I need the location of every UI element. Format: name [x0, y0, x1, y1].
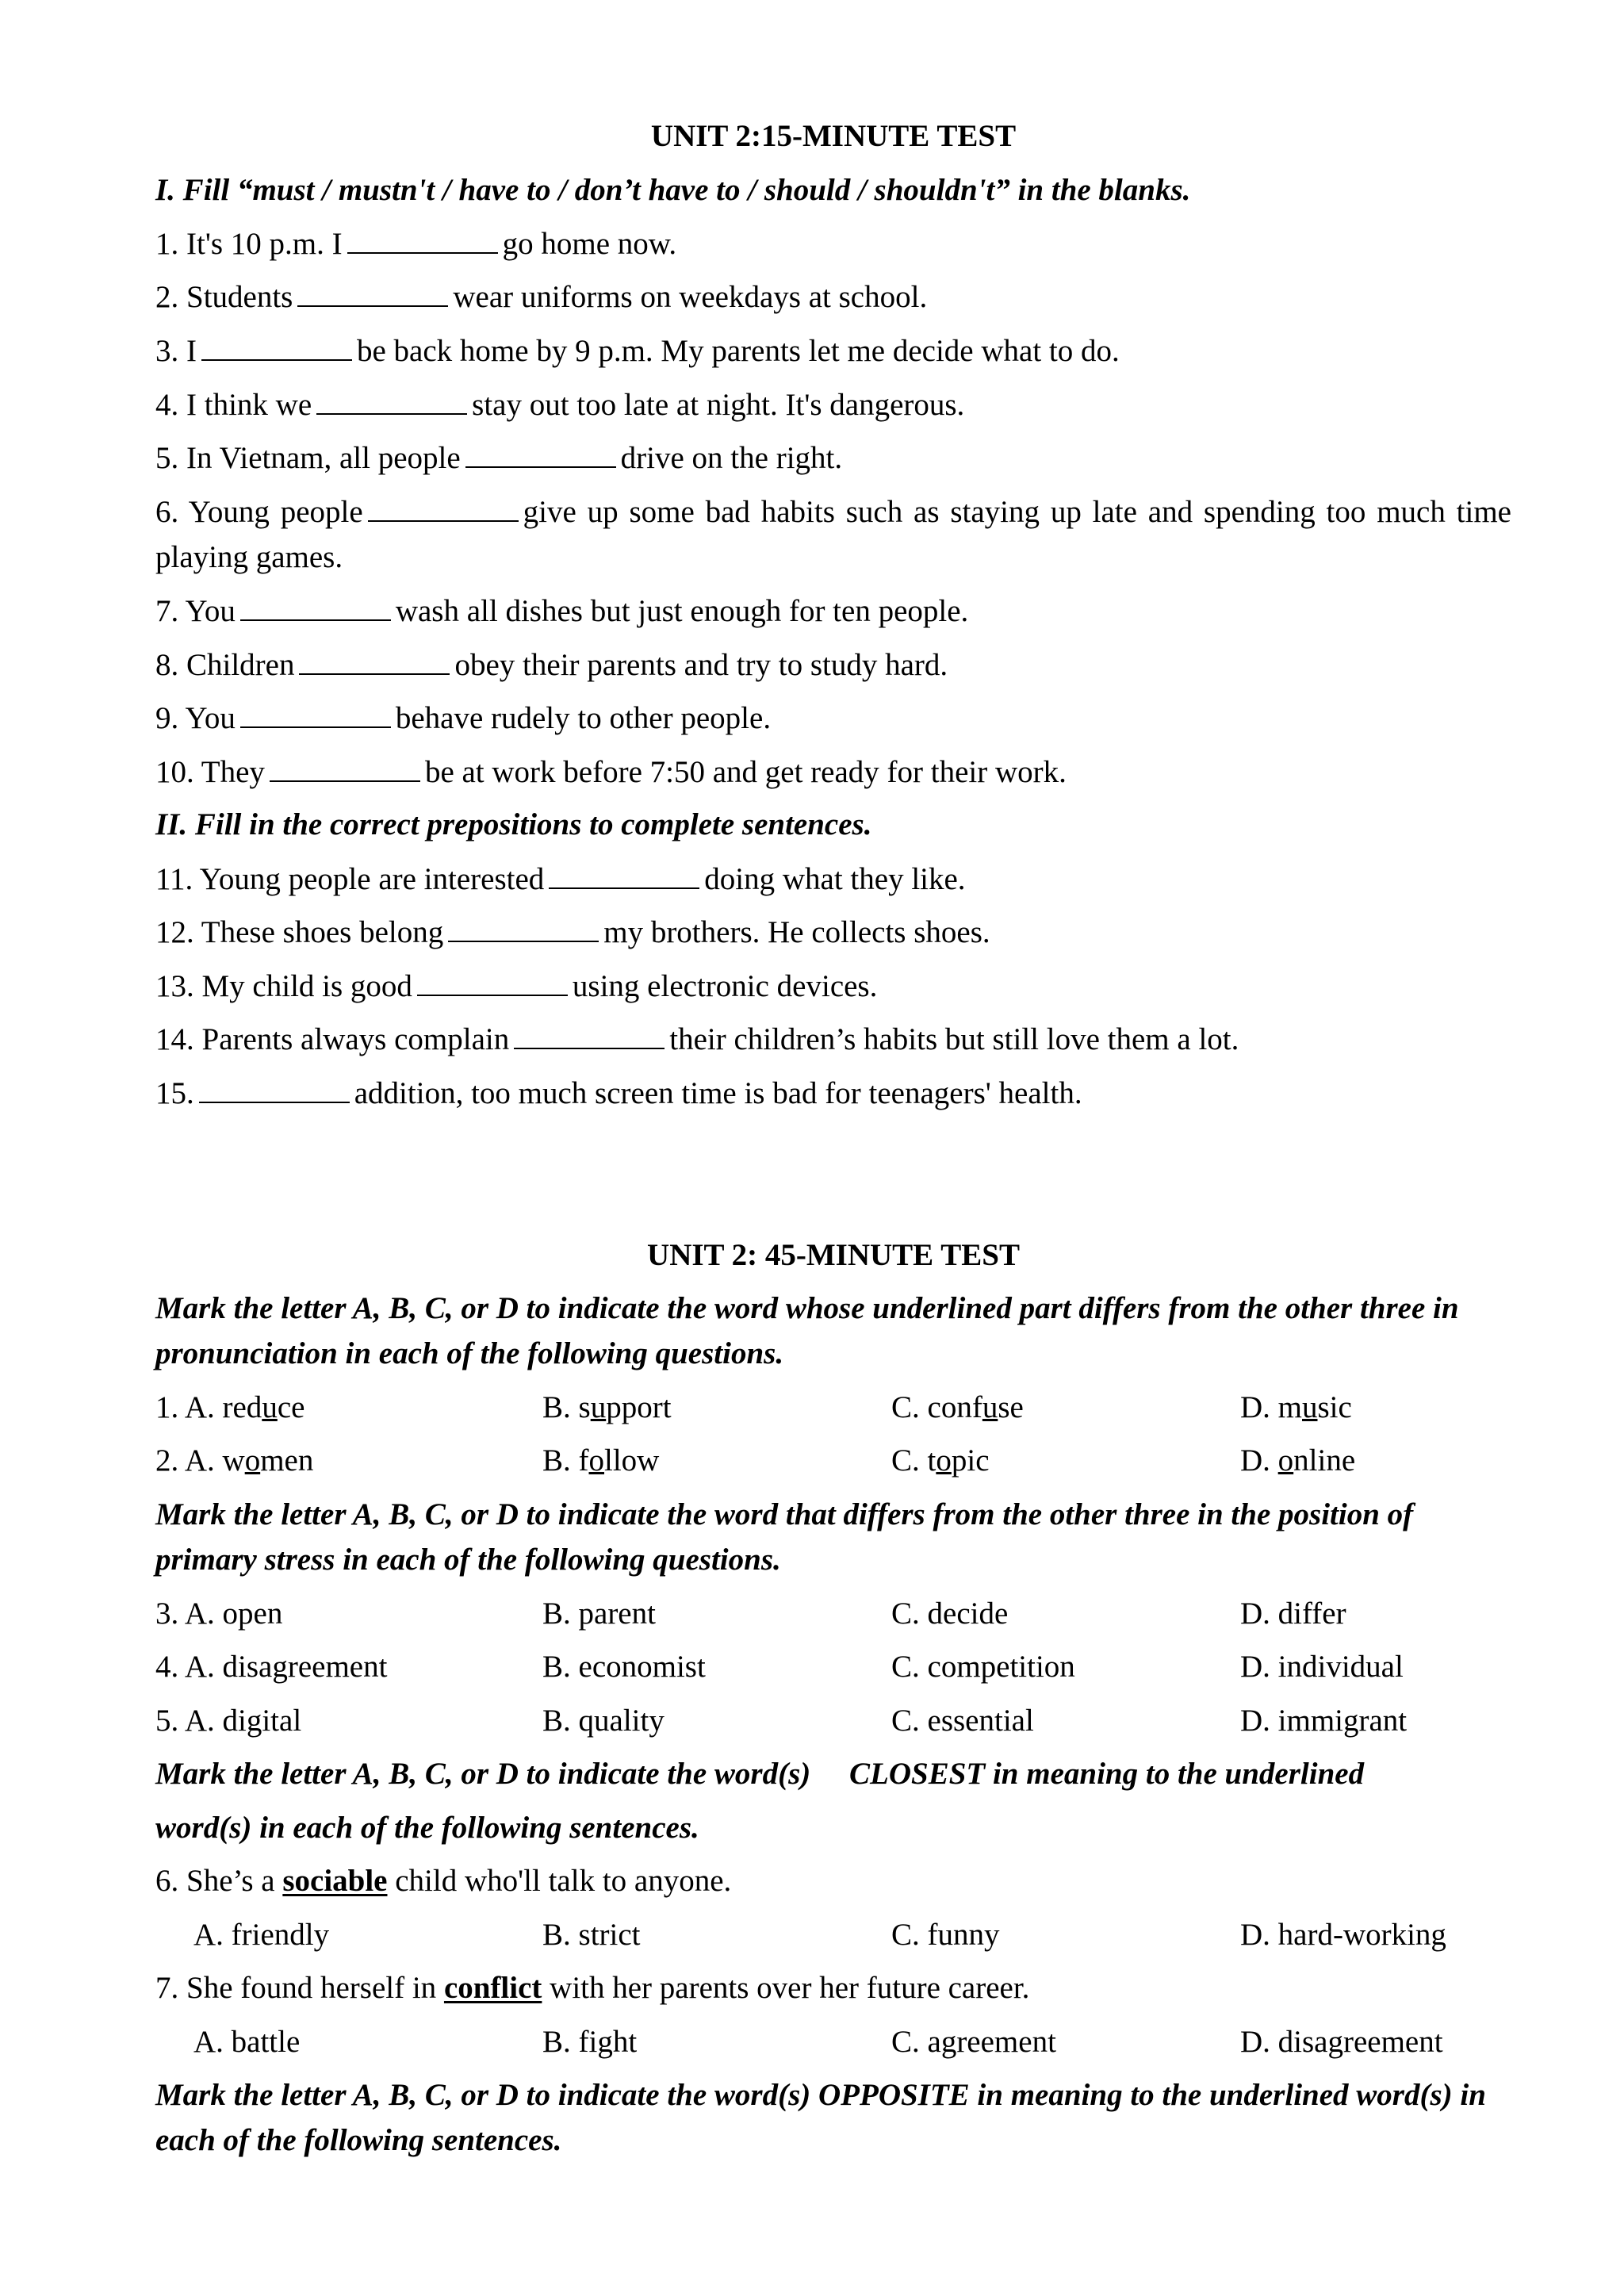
answer-blank-5[interactable]	[465, 435, 616, 468]
q7-option-d[interactable]: D. disagreement	[1240, 2025, 1443, 2059]
answer-blank-13[interactable]	[417, 963, 568, 996]
question-7-closest: 7. She found herself in conflict with her parents over her future career.	[155, 1971, 1030, 2005]
question-12: 12. These shoes belong my brothers. He collects shoes.	[155, 909, 1511, 955]
answer-blank-12[interactable]	[448, 909, 599, 942]
q4-option-d[interactable]: D. individual	[1240, 1650, 1404, 1684]
answer-blank-11[interactable]	[549, 856, 699, 889]
question-14: 14. Parents always complain their children’s habits but still love them a lot.	[155, 1016, 1511, 1062]
pronunciation-instruction: Mark the letter A, B, C, or D to indicate the word whose underlined part differs from the other three in pronunciation in each of the following questions.	[155, 1291, 1459, 1370]
question-13: 13. My child is good using electronic devices.	[155, 963, 1511, 1009]
q5-option-b[interactable]: B. quality	[542, 1704, 665, 1738]
q2-option-d[interactable]: D. online	[1240, 1443, 1356, 1478]
q6-option-a[interactable]: A. friendly	[193, 1918, 330, 1952]
q5-option-d[interactable]: D. immigrant	[1240, 1704, 1408, 1738]
q4-option-c[interactable]: C. competition	[891, 1650, 1075, 1684]
test45-title: UNIT 2: 45-MINUTE TEST	[647, 1238, 1020, 1272]
answer-blank-4[interactable]	[316, 381, 467, 415]
answer-blank-9[interactable]	[240, 695, 391, 728]
q7-option-c[interactable]: C. agreement	[891, 2025, 1056, 2059]
question-2: 2. Students wear uniforms on weekdays at school.	[155, 274, 1511, 320]
question-9: 9. You behave rudely to other people.	[155, 695, 1511, 741]
answer-blank-1[interactable]	[347, 220, 498, 254]
question-6-closest: 6. She’s a sociable child who'll talk to anyone.	[155, 1864, 732, 1898]
test15-title: UNIT 2:15-MINUTE TEST	[650, 119, 1017, 153]
answer-blank-8[interactable]	[299, 642, 450, 675]
q6-option-b[interactable]: B. strict	[542, 1918, 641, 1952]
q1-option-b[interactable]: B. support	[542, 1390, 672, 1424]
q1-option-c[interactable]: C. confuse	[891, 1390, 1024, 1424]
q1-option-a[interactable]: 1. A. reduce	[155, 1390, 305, 1424]
question-4: 4. I think we stay out too late at night. It's dangerous.	[155, 381, 1511, 427]
part1-instruction: I. Fill “must / mustn't / have to / don’t have to / should / shouldn't” in the blanks.	[155, 173, 1191, 207]
q7-option-b[interactable]: B. fight	[542, 2025, 638, 2059]
underlined-keyword-conflict: conflict	[443, 1971, 542, 2005]
answer-blank-2[interactable]	[297, 274, 448, 307]
q6-option-d[interactable]: D. hard-working	[1240, 1918, 1446, 1952]
question-11: 11. Young people are interested doing what they like.	[155, 856, 1511, 902]
closest-instruction-line1: Mark the letter A, B, C, or D to indicate the word(s) CLOSEST in meaning to the underlined	[155, 1757, 1365, 1791]
answer-blank-3[interactable]	[201, 328, 352, 361]
q3-option-b[interactable]: B. parent	[542, 1596, 656, 1631]
q1-option-d[interactable]: D. music	[1240, 1390, 1352, 1424]
opposite-instruction: Mark the letter A, B, C, or D to indicate the word(s) OPPOSITE in meaning to the underlined word(s) in each of the following sentences.	[155, 2078, 1486, 2157]
q2-option-b[interactable]: B. follow	[542, 1443, 660, 1478]
q2-option-a[interactable]: 2. A. women	[155, 1443, 314, 1478]
q4-option-b[interactable]: B. economist	[542, 1650, 706, 1684]
q3-option-c[interactable]: C. decide	[891, 1596, 1009, 1631]
stress-instruction: Mark the letter A, B, C, or D to indicate the word that differs from the other three in the position of primary stress in each of the following questions.	[155, 1497, 1414, 1577]
q3-option-d[interactable]: D. differ	[1240, 1596, 1346, 1631]
question-8: 8. Children obey their parents and try to study hard.	[155, 642, 1511, 688]
underlined-keyword-sociable: sociable	[282, 1864, 388, 1898]
answer-blank-10[interactable]	[270, 749, 420, 782]
question-6: 6. Young people give up some bad habits such as staying up late and spending too much time playing games.	[155, 489, 1511, 580]
question-3: 3. I be back home by 9 p.m. My parents let me decide what to do.	[155, 328, 1511, 374]
closest-instruction-line2: word(s) in each of the following sentences.	[155, 1811, 699, 1845]
answer-blank-6[interactable]	[368, 489, 519, 522]
question-1: 1. It's 10 p.m. I go home now.	[155, 220, 1511, 266]
q4-option-a[interactable]: 4. A. disagreement	[155, 1650, 388, 1684]
q7-option-a[interactable]: A. battle	[193, 2025, 301, 2059]
q6-option-c[interactable]: C. funny	[891, 1918, 1000, 1952]
q5-option-a[interactable]: 5. A. digital	[155, 1704, 302, 1738]
q2-option-c[interactable]: C. topic	[891, 1443, 990, 1478]
part2-instruction: II. Fill in the correct prepositions to complete sentences.	[155, 807, 872, 841]
question-7: 7. You wash all dishes but just enough for ten people.	[155, 588, 1511, 634]
question-10: 10. They be at work before 7:50 and get ready for their work.	[155, 749, 1511, 795]
q3-option-a[interactable]: 3. A. open	[155, 1596, 283, 1631]
answer-blank-7[interactable]	[240, 588, 391, 621]
answer-blank-14[interactable]	[514, 1016, 665, 1049]
question-5: 5. In Vietnam, all people drive on the right.	[155, 435, 1511, 481]
answer-blank-15[interactable]	[199, 1070, 350, 1103]
question-15: 15. addition, too much screen time is bad for teenagers' health.	[155, 1070, 1511, 1116]
q5-option-c[interactable]: C. essential	[891, 1704, 1034, 1738]
